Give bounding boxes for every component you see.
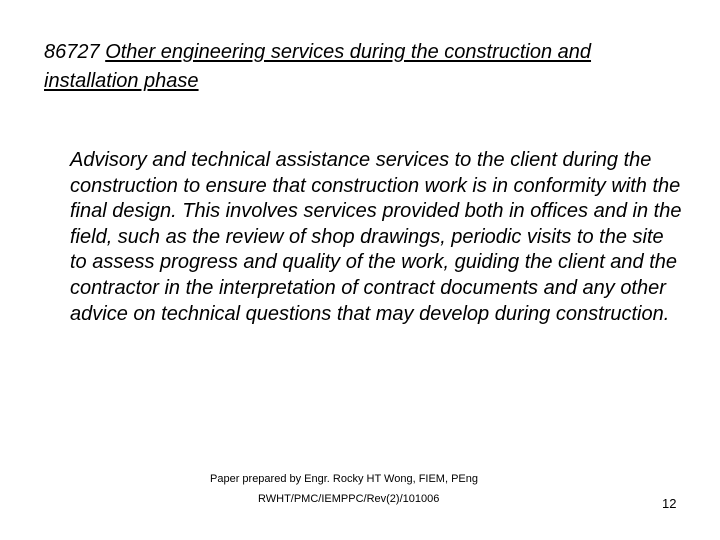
page-number: 12 xyxy=(662,496,677,511)
author-credit: Paper prepared by Engr. Rocky HT Wong, FIEM, PEng xyxy=(210,473,478,485)
slide-heading xyxy=(44,38,684,96)
service-description: Advisory and technical assistance services to the client during the construction to ensure that construction work is in conformity with the final design. This involves services provided both in offices and in the field, such as the review of shop drawings, periodic visits to the site to assess progress and quality of the work, guiding the client and the contractor in the interpretation of contract documents and any other advice on technical questions that may develop during construction. xyxy=(70,149,682,325)
service-title: Other engineering services during the construction and installation phase xyxy=(44,41,592,92)
service-code: 86727 xyxy=(44,41,100,63)
document-reference: RWHT/PMC/IEMPPC/Rev(2)/101006 xyxy=(258,493,440,505)
